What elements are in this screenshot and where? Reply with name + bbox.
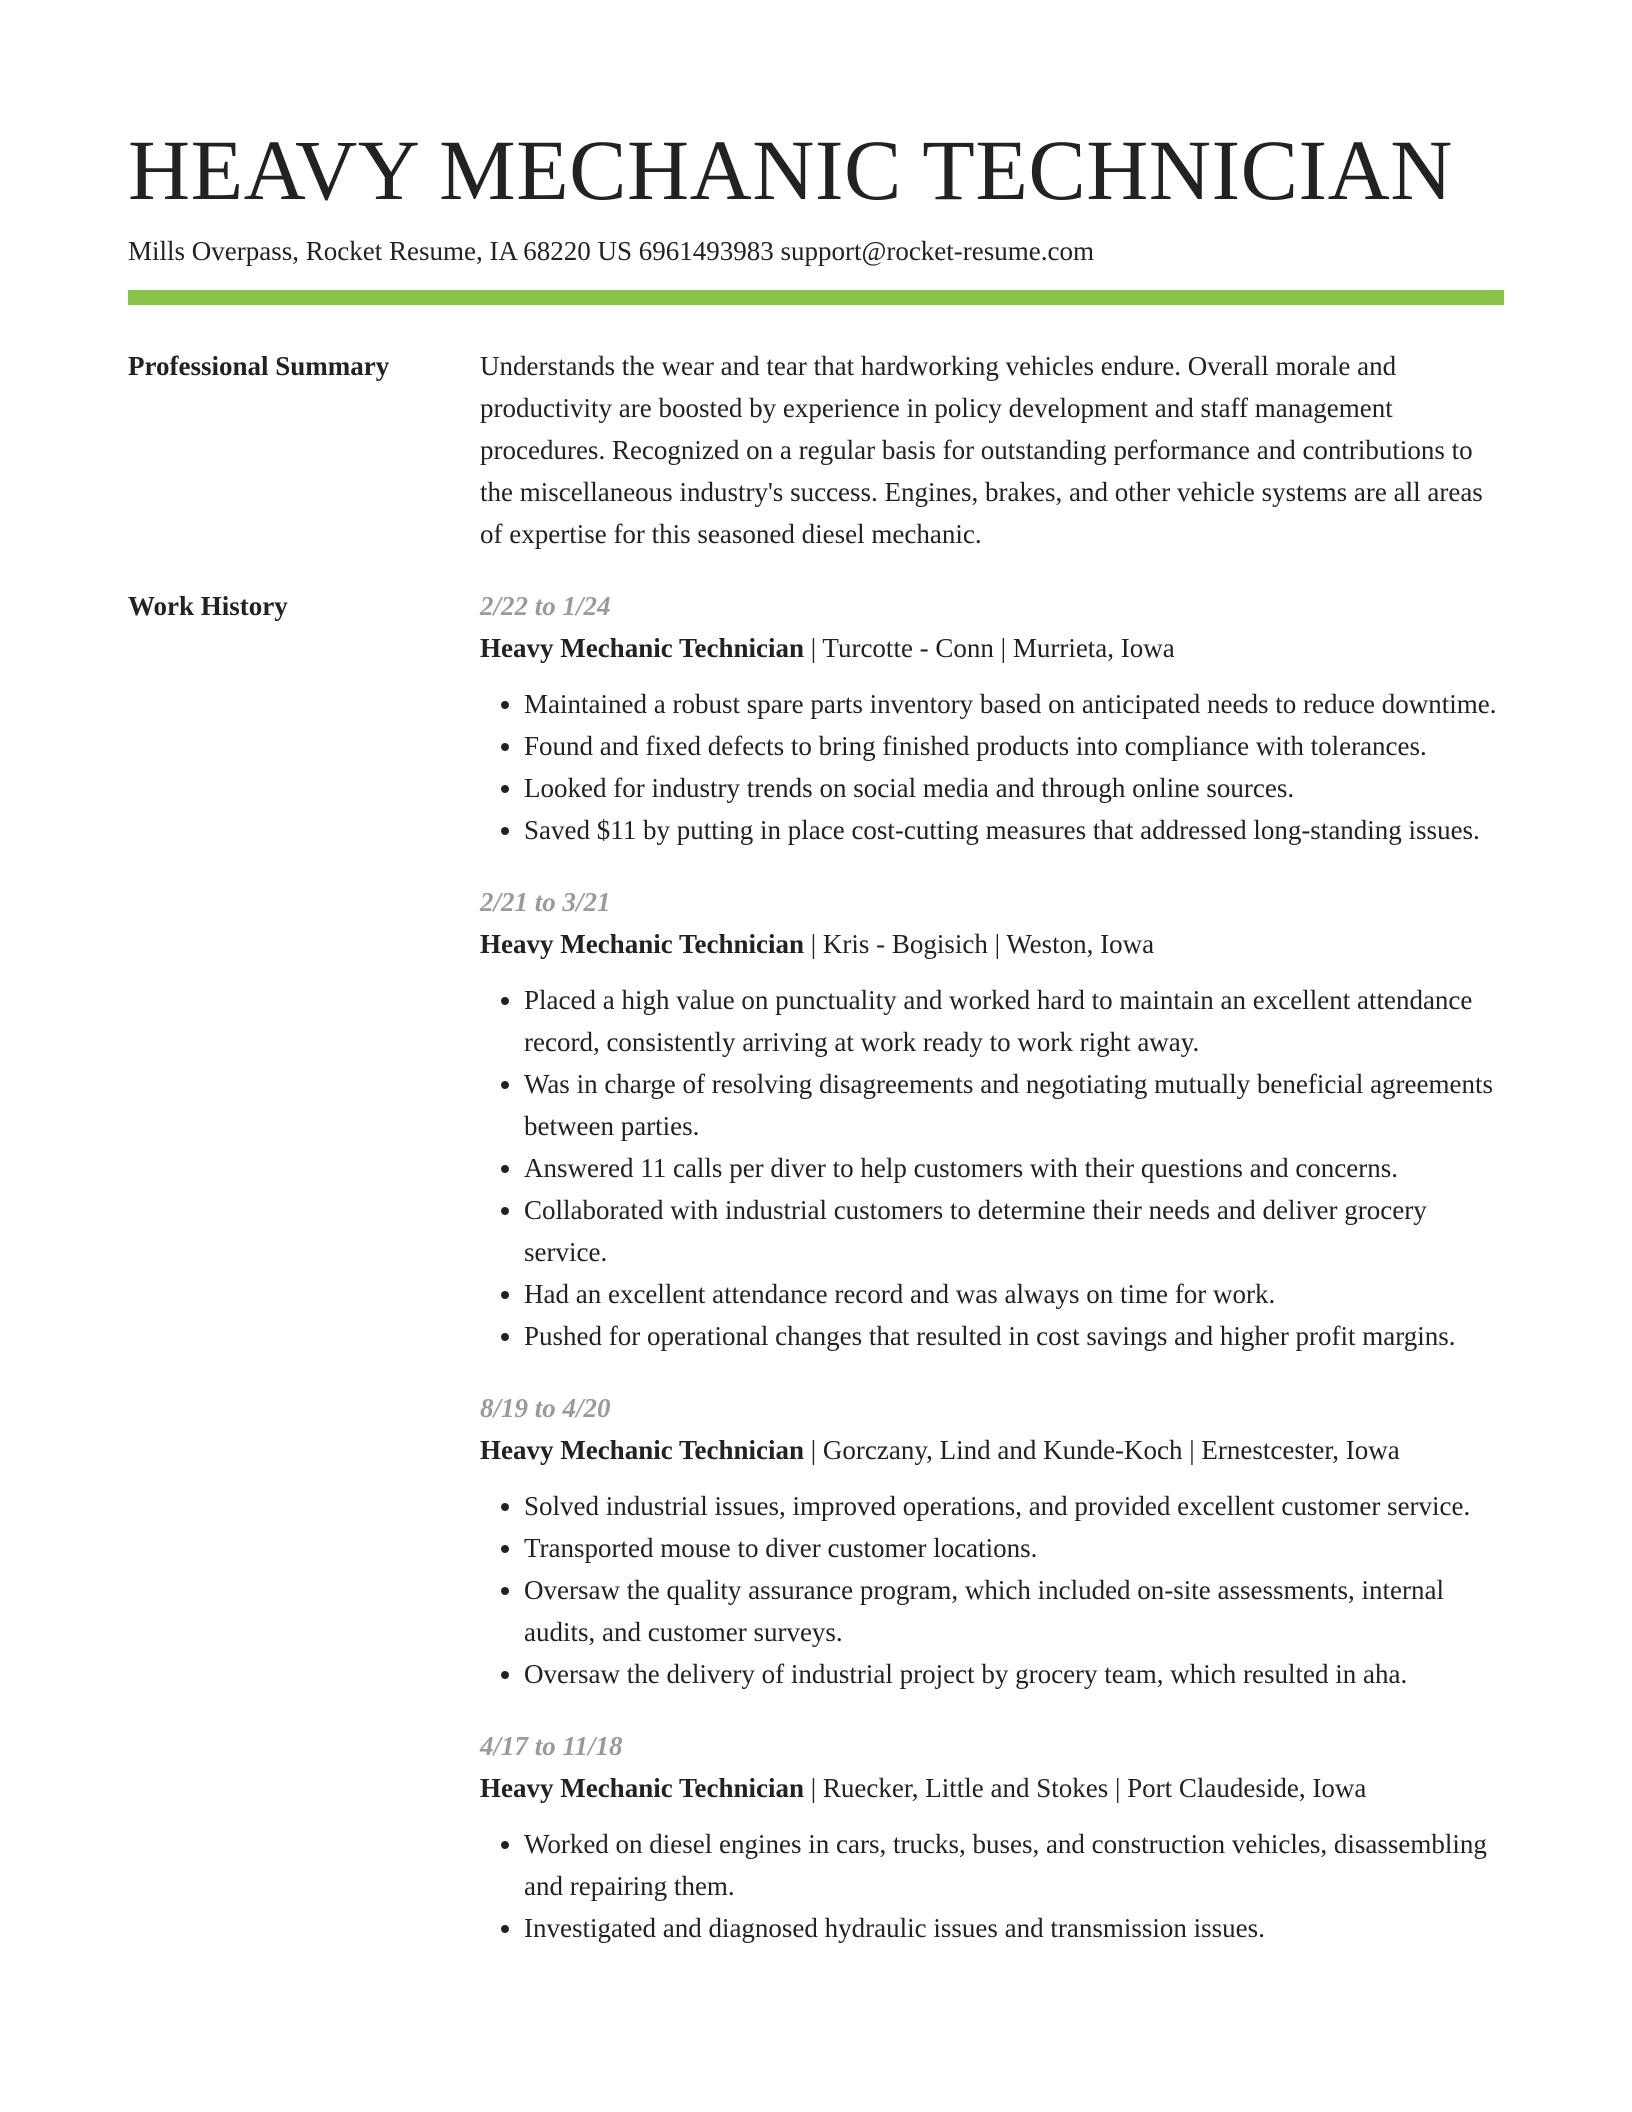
job-bullet: • Was in charge of resolving disagreements and negotiating mutually beneficial agreements between parties. xyxy=(524,1063,1504,1147)
job-bullet: • Investigated and diagnosed hydraulic issues and transmission issues. xyxy=(524,1907,1504,1949)
job-bullet: • Found and fixed defects to bring finished products into compliance with tolerances. xyxy=(524,725,1504,767)
work-history-section xyxy=(128,585,1504,1979)
job-bullet: • Worked on diesel engines in cars, trucks, buses, and construction vehicles, disassembling and repairing them. xyxy=(524,1823,1504,1907)
job-entry xyxy=(480,585,1504,851)
job-heading xyxy=(480,923,1504,965)
job-title: Heavy Mechanic Technician xyxy=(480,633,804,663)
job-dates: 8/19 to 4/20 xyxy=(480,1393,611,1423)
accent-divider xyxy=(128,290,1504,305)
job-entry xyxy=(480,1387,1504,1695)
job-employer-location: | Kris - Bogisich | Weston, Iowa xyxy=(804,929,1155,959)
job-bullet: • Looked for industry trends on social media and through online sources. xyxy=(524,767,1504,809)
job-bullet: • Oversaw the delivery of industrial project by grocery team, which resulted in aha. xyxy=(524,1653,1504,1695)
job-bullet: • Solved industrial issues, improved operations, and provided excellent customer service. xyxy=(524,1485,1504,1527)
job-list xyxy=(480,585,1504,1979)
contact-line: Mills Overpass, Rocket Resume, IA 68220 US 6961493983 support@rocket-resume.com xyxy=(128,236,1094,266)
work-history-heading: Work History xyxy=(128,591,288,621)
job-dates: 2/22 to 1/24 xyxy=(480,591,611,621)
summary-text: Understands the wear and tear that hardworking vehicles endure. Overall morale and productivity are boosted by experience in policy development and staff management procedures. Recognized on a regular basis for outstanding performance and contributions to the miscellaneous industry's success. Engines, brakes, and other vehicle systems are all areas of expertise for this seasoned diesel mechanic. xyxy=(480,351,1483,549)
job-bullet: • Pushed for operational changes that resulted in cost savings and higher profit margins. xyxy=(524,1315,1504,1357)
job-bullets xyxy=(480,1823,1504,1949)
job-heading xyxy=(480,1767,1504,1809)
candidate-name: HEAVY MECHANIC TECHNICIAN xyxy=(128,122,1453,218)
job-bullet: • Maintained a robust spare parts inventory based on anticipated needs to reduce downtime. xyxy=(524,683,1504,725)
job-bullet: • Saved $11 by putting in place cost-cutting measures that addressed long-standing issues. xyxy=(524,809,1504,851)
job-title: Heavy Mechanic Technician xyxy=(480,1773,804,1803)
job-bullet: • Placed a high value on punctuality and worked hard to maintain an excellent attendance record, consistently arriving at work ready to work right away. xyxy=(524,979,1504,1063)
job-dates: 2/21 to 3/21 xyxy=(480,887,611,917)
job-bullet: • Answered 11 calls per diver to help customers with their questions and concerns. xyxy=(524,1147,1504,1189)
job-bullets xyxy=(480,979,1504,1357)
job-heading xyxy=(480,1429,1504,1471)
job-dates: 4/17 to 11/18 xyxy=(480,1731,623,1761)
job-bullet: • Transported mouse to diver customer locations. xyxy=(524,1527,1504,1569)
job-heading xyxy=(480,627,1504,669)
job-title: Heavy Mechanic Technician xyxy=(480,929,804,959)
job-employer-location: | Turcotte - Conn | Murrieta, Iowa xyxy=(804,633,1175,663)
job-title: Heavy Mechanic Technician xyxy=(480,1435,804,1465)
job-bullet: • Oversaw the quality assurance program, which included on-site assessments, internal audits, and customer surveys. xyxy=(524,1569,1504,1653)
job-entry xyxy=(480,881,1504,1357)
job-bullet: • Had an excellent attendance record and was always on time for work. xyxy=(524,1273,1504,1315)
job-bullets xyxy=(480,1485,1504,1695)
resume-page xyxy=(128,120,1504,1979)
summary-heading: Professional Summary xyxy=(128,351,390,381)
job-bullet: • Collaborated with industrial customers to determine their needs and deliver grocery service. xyxy=(524,1189,1504,1273)
job-employer-location: | Gorczany, Lind and Kunde-Koch | Ernestcester, Iowa xyxy=(804,1435,1400,1465)
job-bullets xyxy=(480,683,1504,851)
job-entry xyxy=(480,1725,1504,1949)
job-employer-location: | Ruecker, Little and Stokes | Port Claudeside, Iowa xyxy=(804,1773,1367,1803)
summary-section xyxy=(128,345,1504,555)
